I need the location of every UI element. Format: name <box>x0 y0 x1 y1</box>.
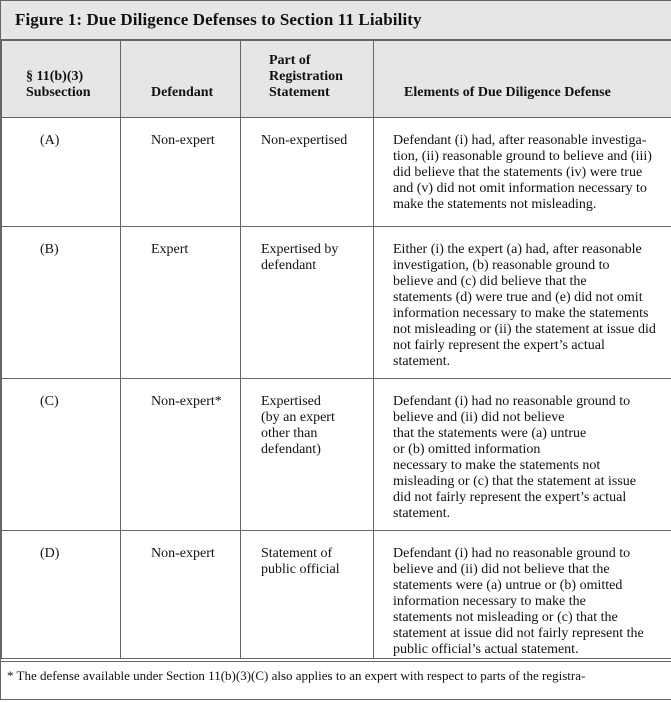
figure-title-bar <box>1 1 671 40</box>
table-row <box>2 118 671 227</box>
due-diligence-table <box>1 40 671 659</box>
cell-defendant: Expert <box>121 227 241 379</box>
cell-part: Expertised by defendant <box>241 227 374 379</box>
cell-elements: Either (i) the expert (a) had, after reasonable investigation, (b) reasonable ground to believe and (c) did believe that the statements (d) were true and (e) did not omit information necessary to make the statements not misleading or (ii) the statement at issue did not fairly represent the expert’s actual statement. <box>374 227 671 379</box>
cell-subsection: (C) <box>2 379 121 531</box>
header-part: Part of Registration Statement <box>241 41 374 118</box>
cell-elements: Defendant (i) had, after reasonable investiga- tion, (ii) reasonable ground to believe and (iii) did believe that the statements (iv) were true and (v) did not omit information necessary to make the statements not misleading. <box>374 118 671 227</box>
cell-part: Expertised (by an expert other than defendant) <box>241 379 374 531</box>
cell-defendant: Non-expert* <box>121 379 241 531</box>
cell-subsection: (A) <box>2 118 121 227</box>
header-row <box>2 41 671 118</box>
cell-part: Non-expertised <box>241 118 374 227</box>
cell-elements: Defendant (i) had no reasonable ground to believe and (ii) did not believe that the statements were (a) untrue or (b) omitted information necessary to make the statements not misleading or (c) that the statement at issue did not fairly represent the expert’s actual statement. <box>374 379 671 531</box>
figure-title: Figure 1: Due Diligence Defenses to Section 11 Liability <box>15 10 422 30</box>
cell-part: Statement of public official <box>241 531 374 659</box>
table-row <box>2 379 671 531</box>
header-subsection: § 11(b)(3) Subsection <box>2 41 121 118</box>
table-row <box>2 227 671 379</box>
footnote: * The defense available under Section 11(b)(3)(C) also applies to an expert with respect to parts of the registra- <box>7 668 585 684</box>
cell-subsection: (D) <box>2 531 121 659</box>
footnote-row <box>1 661 671 702</box>
cell-elements: Defendant (i) had no reasonable ground to believe and (ii) did not believe that the statements were (a) untrue or (b) omitted information necessary to make the statements not misleading or (c) that the statement at issue did not fairly represent the public official’s actual statement. <box>374 531 671 659</box>
header-elements: Elements of Due Diligence Defense <box>374 41 671 118</box>
header-defendant: Defendant <box>121 41 241 118</box>
table-row <box>2 531 671 659</box>
cell-subsection: (B) <box>2 227 121 379</box>
cell-defendant: Non-expert <box>121 531 241 659</box>
cell-defendant: Non-expert <box>121 118 241 227</box>
